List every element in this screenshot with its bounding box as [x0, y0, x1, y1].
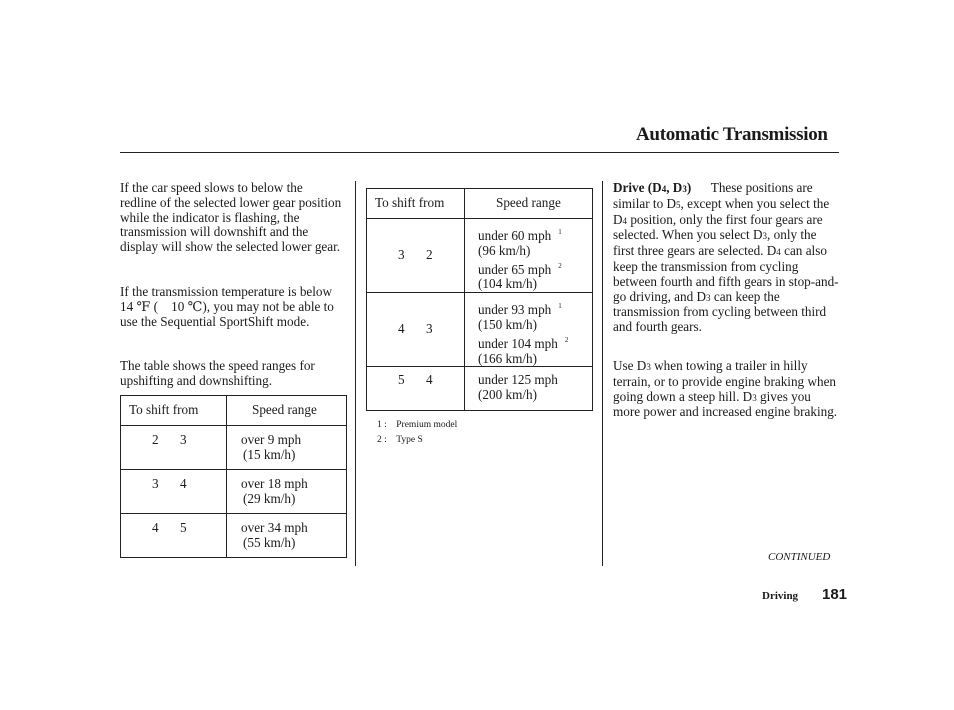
speed-mph-type-s: under 65 mph — [478, 261, 552, 277]
paragraph-towing: Use D3 when towing a trailer in hilly terrain, or to provide engine braking when going down a steep hill. D3 gives you more power and increased engine braking. — [613, 358, 838, 420]
speed-kmh: (29 km/h) — [243, 490, 296, 506]
speed-kmh-premium: (150 km/h) — [478, 316, 537, 332]
footnote-ref-1: 1 — [558, 228, 562, 236]
speed-mph: under 125 mph — [478, 372, 558, 388]
table-row — [367, 219, 593, 293]
table-row — [367, 367, 593, 411]
upshift-header-speed: Speed range — [227, 396, 347, 426]
speed-mph-premium: under 93 mph — [478, 302, 552, 318]
speed-mph-premium: under 60 mph — [478, 228, 552, 243]
footnote-ref-2: 2 — [558, 261, 562, 270]
gear-from: 3 — [398, 247, 405, 263]
speed-mph: over 9 mph — [241, 432, 302, 447]
gear-from: 4 — [398, 321, 405, 337]
page-title: Automatic Transmission — [636, 124, 828, 145]
speed-mph-type-s: under 104 mph — [478, 335, 558, 351]
gear-to: 3 — [426, 321, 433, 337]
speed-kmh: (55 km/h) — [243, 534, 296, 550]
gear-from: 5 — [398, 372, 405, 388]
speed-kmh-type-s: (104 km/h) — [478, 276, 537, 292]
gear-to: 4 — [180, 476, 187, 491]
gear-from: 2 — [152, 432, 159, 447]
table-row — [121, 426, 347, 470]
speed-kmh-premium: (96 km/h) — [478, 242, 531, 258]
table-row — [367, 293, 593, 367]
footnote-premium: 1 : Premium model — [377, 420, 458, 430]
gear-to: 2 — [426, 247, 433, 263]
paragraph-drive: Drive (D4, D3) These positions are similar to D5, except when you select the D4 position, only the first four gears are selected. When you select D3, only the first three gears are selected. D4 can also keep the transmission from cycling between fourth and fifth gears in stop-and-go driving, and D3 can keep the transmission from cycling between third and fourth gears. — [613, 180, 839, 335]
upshift-header-shift: To shift from — [121, 396, 227, 426]
footnote-ref-2: 2 — [564, 335, 569, 344]
footnote-ref-1: 1 — [558, 302, 562, 311]
column-divider-right — [602, 181, 603, 566]
title-rule — [120, 152, 839, 153]
section-label: Driving — [762, 590, 799, 602]
speed-kmh: (200 km/h) — [478, 387, 537, 403]
paragraph-temperature: If the transmission temperature is below 14 ℉ ( 10 ℃), you may not be able to use the Sequential SportShift mode. — [120, 284, 334, 329]
paragraph-downshift: If the car speed slows to below the redline of the selected lower gear position while the indicator is flashing, the transmission will downshift and the display will show the selected lower gear. — [120, 180, 342, 255]
upshift-table — [120, 395, 347, 558]
continued-label: CONTINUED — [768, 551, 831, 563]
speed-kmh: (15 km/h) — [243, 446, 296, 462]
gear-from: 4 — [152, 520, 159, 535]
downshift-table — [366, 188, 593, 411]
gear-from: 3 — [152, 476, 159, 491]
page-number: 181 — [822, 586, 848, 603]
downshift-header-shift: To shift from — [367, 189, 465, 219]
table-row — [121, 514, 347, 558]
downshift-header-speed: Speed range — [465, 189, 593, 219]
gear-to: 3 — [180, 432, 187, 447]
gear-to: 4 — [426, 372, 433, 388]
drive-heading: Drive (D4, D3) — [613, 180, 692, 195]
footnote-type-s: 2 : Type S — [377, 435, 423, 445]
paragraph-table-intro: The table shows the speed ranges for upshifting and downshifting. — [120, 358, 315, 388]
speed-kmh-type-s: (166 km/h) — [478, 350, 537, 366]
speed-mph: over 34 mph — [241, 520, 308, 535]
table-row — [121, 470, 347, 514]
speed-mph: over 18 mph — [241, 476, 308, 491]
gear-to: 5 — [180, 520, 187, 535]
column-divider-left — [355, 181, 356, 566]
